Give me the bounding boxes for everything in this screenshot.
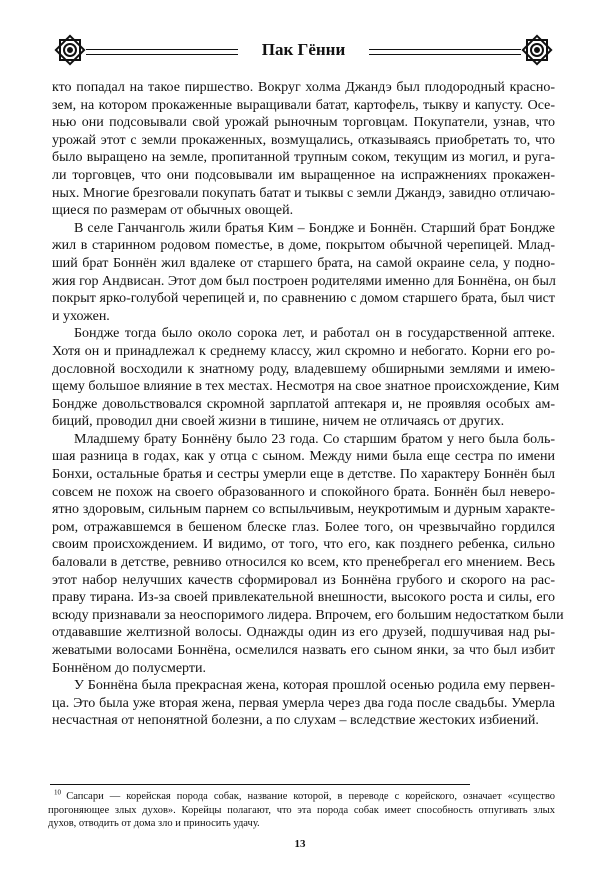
- text-line: Хотя он и принадлежал к среднему классу, жил скромно и небогато. Корни его ро-: [52, 343, 555, 359]
- text-line: совсем не похож на своего образованного и спокойного брата. Боннён был неверо-: [52, 484, 555, 500]
- text-line: жия гор Андвисан. Этот дом был построен родителями именно для Боннёна, он был: [52, 273, 556, 289]
- text-line: ятно здоровым, сильным парнем со вспыльчивым, неукротимым и дурным характе-: [52, 502, 555, 518]
- text-line: Боннёном до полусмерти.: [52, 660, 206, 676]
- footnote-number: 10: [54, 788, 61, 797]
- text-line: дословной восходили к знатному роду, владевшему обширными землями и имею-: [52, 361, 555, 377]
- text-line: и ухожен.: [52, 308, 110, 324]
- footnote-line: духов, отводить от дома зло и приносить удачу.: [48, 818, 260, 829]
- running-header: [52, 32, 555, 72]
- ornament-icon: [519, 32, 555, 68]
- text-line: щему большое влияние в тех местах. Несмотря на свое знатное происхождение, Ким: [52, 379, 560, 395]
- header-rule: [369, 49, 521, 55]
- text-line: зем, на котором прокаженные выращивали батат, картофель, тыкву и капусту. Осе-: [52, 97, 555, 113]
- text-line: покрыт ярко-голубой черепицей и, по сравнению с домом старшего брата, был чист: [52, 291, 555, 307]
- text-line: баловали в детстве, ревниво относился ко всем, кто пренебрегал его мнением. Весь: [52, 555, 555, 571]
- footnote-line: [48, 790, 555, 804]
- text-line: праву тирана. Из-за своей привлекательной внешности, высокого роста и силы, его: [52, 590, 555, 606]
- text-line: жеватыми волосами Боннёна, осмелился назвать его сыном янки, за что был избит: [52, 643, 555, 658]
- text-line: своим происхождением. И видимо, от того, что его, как позднего ребенка, сильно: [52, 537, 555, 553]
- text-line: биций, проводил дни своей жизни в тишине, ничем не отличаясь от других.: [52, 414, 505, 430]
- body-text: [52, 79, 564, 730]
- footnote: [48, 790, 555, 831]
- text-line: было выращено на земле, пропитанной трупным соком, текущим из могил, и руга-: [52, 150, 555, 166]
- text-line: щиеся по размерам от обычных овощей.: [52, 203, 294, 219]
- text-line: шая разница в годах, как у отца с сыном. Между ними была еще сестра по имени: [52, 449, 555, 465]
- text-line: несчастная от непонятной болезни, а по слухам – вследствие жестоких избиений.: [52, 713, 539, 729]
- text-line: ных. Многие брезговали покупать батат и тыквы с земли Джандэ, завидно отличаю-: [52, 185, 556, 201]
- text-line: ром, отражавшемся в бешеном блеске глаз. Более того, он чрезвычайно гордился: [52, 519, 555, 535]
- text-line: жил в старинном родовом поместье, в доме, покрытом обычной черепицей. Млад-: [52, 238, 555, 254]
- text-line: всюду признавали за неоспоримого лидера. Впрочем, его большим недостатком были: [52, 607, 564, 623]
- paragraph: [52, 677, 555, 730]
- text-line: В селе Ганчанголь жили братья Ким – Бондже и Боннён. Старший брат Бондже: [74, 220, 555, 236]
- paragraph: [52, 431, 564, 677]
- page-title: Пак Гённи: [261, 40, 346, 59]
- text-line: Бонхи, остальные братья и сестры умерли еще в детстве. По характеру Боннён был: [52, 467, 555, 483]
- text-line: урожай этот с земли прокаженных, возмущались, отказываясь приобретать то, что: [52, 132, 555, 148]
- text-line: ший брат Боннён жил вдалеке от старшего брата, на самой окраине села, у подно-: [52, 255, 555, 271]
- text-line: Бондже тогда было около сорока лет, и работал он в государственной аптеке.: [74, 326, 555, 342]
- paragraph: [52, 79, 555, 220]
- text-line: У Боннёна была прекрасная жена, которая прошлой осенью родила ему первен-: [74, 678, 555, 694]
- text-line: Бондже довольствовался скромной зарплатой аптекаря и, не проявляя особых ам-: [52, 396, 555, 412]
- footnote-line: прогоняющее злых духов». Корейцы полагают, что эта порода собак имеет способность отпугивать злых: [48, 804, 555, 816]
- text-line: этот набор нелучших качеств сформировал из Боннёна грубого и скорого на рас-: [52, 572, 555, 588]
- page-number: 13: [294, 838, 306, 850]
- paragraph: [52, 220, 555, 326]
- text-line: отдававшие желтизной волосы. Однажды один из его друзей, подшучивая над ры-: [52, 625, 555, 641]
- footnote-divider: [50, 784, 470, 785]
- text-line: кто попадал на такое пиршество. Вокруг холма Джандэ был плодородный красно-: [52, 80, 555, 95]
- text-line: Младшему брату Боннёну было 23 года. Со старшим братом у него была боль-: [74, 431, 555, 447]
- text-line: ца. Это была уже вторая жена, первая умерла через два года после свадьбы. Умерла: [52, 695, 555, 711]
- text-line: нью они подсовывали свой урожай рыночным торговцам. Покупатели, узнав, что: [52, 115, 555, 131]
- paragraph: [52, 325, 560, 431]
- footnote-text: Сапсари — корейская порода собак, название которой, в переводе с корейского, означает «существо: [66, 791, 555, 802]
- text-line: ли торговцев, что они подсовывали им выращенное на испражнениях прокажен-: [52, 167, 555, 183]
